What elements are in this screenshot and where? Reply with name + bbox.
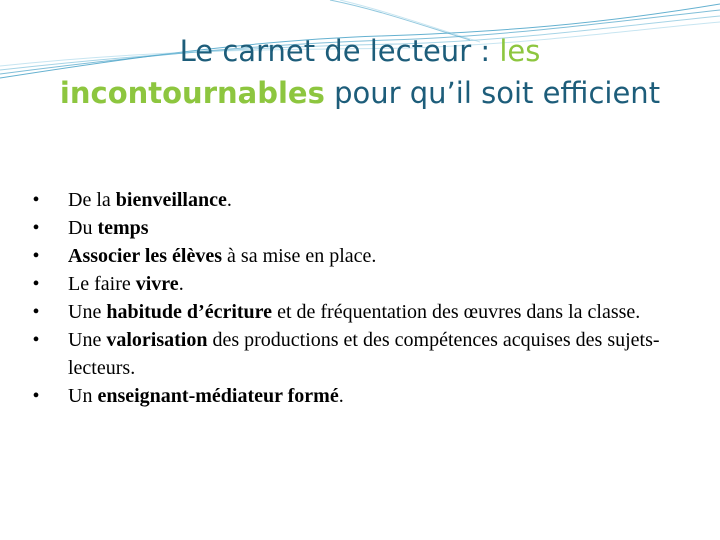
title-part2: pour qu’il soit efficient <box>324 76 661 110</box>
bullet-text-pre: Le faire <box>68 273 136 295</box>
bullet-text-pre: Une <box>68 301 107 323</box>
bullet-list <box>30 186 670 410</box>
bullet-text-bold: enseignant-médiateur formé <box>97 385 339 407</box>
bullet-text-bold: temps <box>97 217 149 239</box>
bullet-dot: • <box>32 217 40 239</box>
bullet-item <box>30 242 670 270</box>
bullet-dot: • <box>32 189 40 211</box>
bullet-text-bold: habitude d’écriture <box>106 301 273 323</box>
bullet-item <box>30 326 670 382</box>
bullet-text-bold: valorisation <box>106 329 208 351</box>
bullet-dot: • <box>32 385 40 407</box>
bullet-dot: • <box>32 329 40 351</box>
bullet-item <box>30 270 670 298</box>
bullet-item <box>30 382 670 410</box>
bullet-text-pre: Une <box>68 329 107 351</box>
title-accent-word: les <box>499 34 541 68</box>
bullet-dot: • <box>32 245 40 267</box>
bullet-text-post: . <box>178 273 184 295</box>
bullet-text-post: . <box>226 189 232 211</box>
bullet-text-pre: Un <box>68 385 98 407</box>
bullet-text-post: . <box>338 385 344 407</box>
bullet-text-bold: bienveillance <box>115 189 227 211</box>
bullet-item <box>30 298 670 326</box>
bullet-text-bold: vivre <box>135 273 179 295</box>
bullet-text-post: et de fréquentation des œuvres dans la classe. <box>272 301 641 323</box>
bullet-text-pre: Du <box>68 217 98 239</box>
slide-title <box>0 30 720 114</box>
title-part1: Le carnet de lecteur : <box>179 34 500 68</box>
bullet-dot: • <box>32 273 40 295</box>
bullet-item <box>30 186 670 214</box>
bullet-text-pre: De la <box>68 189 116 211</box>
bullet-item <box>30 214 670 242</box>
bullet-dot: • <box>32 301 40 323</box>
bullet-text-post: des productions et des compétences acquises des sujets-lecteurs. <box>68 329 660 379</box>
bullet-text-post: à sa mise en place. <box>222 245 377 267</box>
title-accent-bold: incontournables <box>59 76 325 110</box>
bullet-text-bold: Associer les élèves <box>68 245 223 267</box>
